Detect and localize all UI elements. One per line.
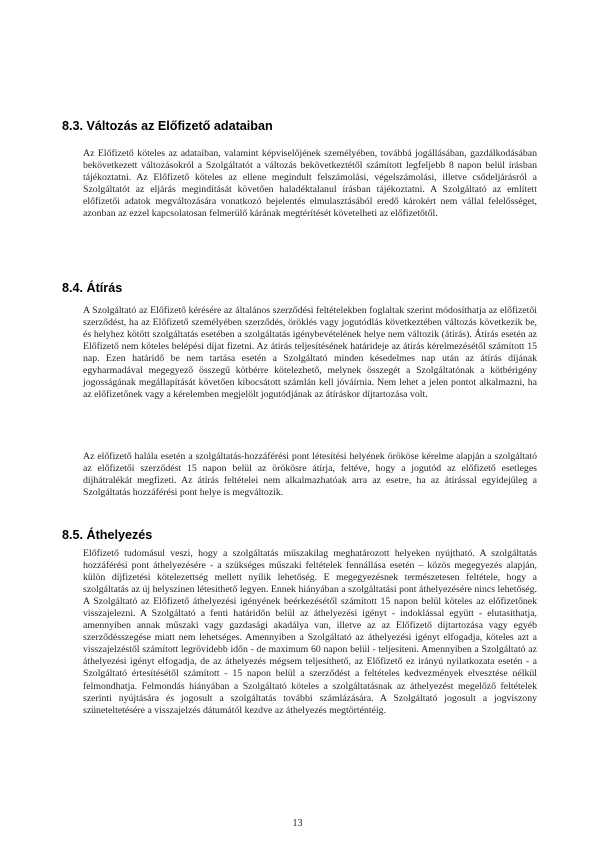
paragraph-8-3-1: Az Előfizető köteles az adataiban, valamint képviselőjének személyében, továbbá jogállásában, gazdálkodásában bekövetkezett változásokról a Szolgáltatót a változás bekövetkeztétől számított legfeljebb 8 napon belül írásban tájékoztatni. Az Előfizető köteles az ellene megindult felszámolási, végelszámolási, illetve csődeljárásról a Szolgáltatót az eljárás megindítását követően haladéktalanul írásban tájékoztatni. A Szolgáltató az említett előfizetői adatok megváltozására vonatkozó bejelentés elmulasztásából eredő károkért nem vállal felelősséget, azonban az ezzel kapcsolatosan felmerülő kárának megtérítését követelheti az előfizetőtől.: [83, 148, 537, 220]
page-number: 13: [292, 818, 303, 829]
section-heading-8-5: 8.5. Áthelyezés: [62, 528, 153, 542]
paragraph-8-4-2: Az előfizető halála esetén a szolgáltatás-hozzáférési pont létesítési helyének örököse kérelme alapján a szolgáltató az előfizetői szerződést 15 napon belül az örökösre átírja, feltéve, hogy a jogutód az előfizető esetleges díjhátralékát megfizeti. Az átírás feltételei nem alkalmazhatóak arra az esetre, ha az átírással egyidejűleg a Szolgáltatás hozzáférési pont helye is megváltozik.: [83, 451, 537, 499]
paragraph-8-5-1: Előfizető tudomásul veszi, hogy a szolgáltatás műszakilag meghatározott helyeken nyújtható. A szolgáltatás hozzáférési pont áthelyezésére - a szükséges műszaki feltételek fennállása esetén – közös megegyezés alapján, külön díjfizetési kötelezettség mellett nyílik lehetőség. E megegyezésnek természetesen feltétele, hogy a szolgáltatás az új helyszínen létesíthető legyen. Ennek hiányában a szolgáltatási pont áthelyezésére nincs lehetőség. A Szolgáltató az Előfizető áthelyezési igényének beérkezésétől számított 15 napon belül köteles az előfizetőnek visszajelezni. A Szolgáltató a fenti határidőn belül az áthelyezési igényt - indoklással együtt - elutasíthatja, amennyiben annak műszaki vagy gazdasági akadálya van, illetve az az Előfizető díjtartozása vagy egyéb szerződésszegése miatt nem lehetséges. Amennyiben a Szolgáltató az áthelyezési igényt elfogadja, köteles azt a visszajelzéstől számított legrövidebb időn - de maximum 60 napon belül - teljesíteni. Amennyiben a Szolgáltató az áthelyezési igényt elfogadja, de az áthelyezés mégsem teljesíthető, az Előfizető ez irányú nyilatkozata esetén - a Szolgáltató értesítésétől számított - 15 napon belül a szerződést a feltételes kedvezmények elvesztése nélkül felmondhatja. Felmondás hiányában a Szolgáltató köteles a szolgáltatásnak az áthelyezést megelőző feltételek szerinti nyújtására és jogosult a szolgáltatás további számlázására. A Szolgáltató jogosult a jogviszony szüneteltetésére a visszajelzés dátumától kezdve az áthelyezés megtörténtéig.: [83, 548, 537, 716]
section-heading-8-4: 8.4. Átírás: [62, 281, 123, 295]
paragraph-8-4-1: A Szolgáltató az Előfizető kérésére az általános szerződési feltételekben foglaltak szerint módosíthatja az előfizetői szerződést, ha az Előfizető személyében szerződés, öröklés vagy jogutódlás következtében változás következik be, és helyhez kötött szolgáltatás esetében a szolgáltatás igénybevételének helye nem változik (átírás). Átírás esetén az Előfizető nem köteles belépési díjat fizetni. Az átírás teljesítésének határideje az átírás kérelmezésétől számított 15 nap. Ezen határidő be nem tartása esetén a Szolgáltató minden késedelmes nap után az átírás díjának egyharmadával megegyező összegű kötbérre kötelezhető, melynek összegét a Szolgáltatónak a kötbérigény jogosságának megállapítását követően kibocsátott számlán kell jóváírnia. Nem lehet a jelen pontot alkalmazni, ha az előfizetőnek vagy a kérelemben megjelölt jogutódjának az átíráskor díjtartozása volt.: [83, 305, 537, 401]
section-heading-8-3: 8.3. Változás az Előfizető adataiban: [62, 119, 273, 133]
